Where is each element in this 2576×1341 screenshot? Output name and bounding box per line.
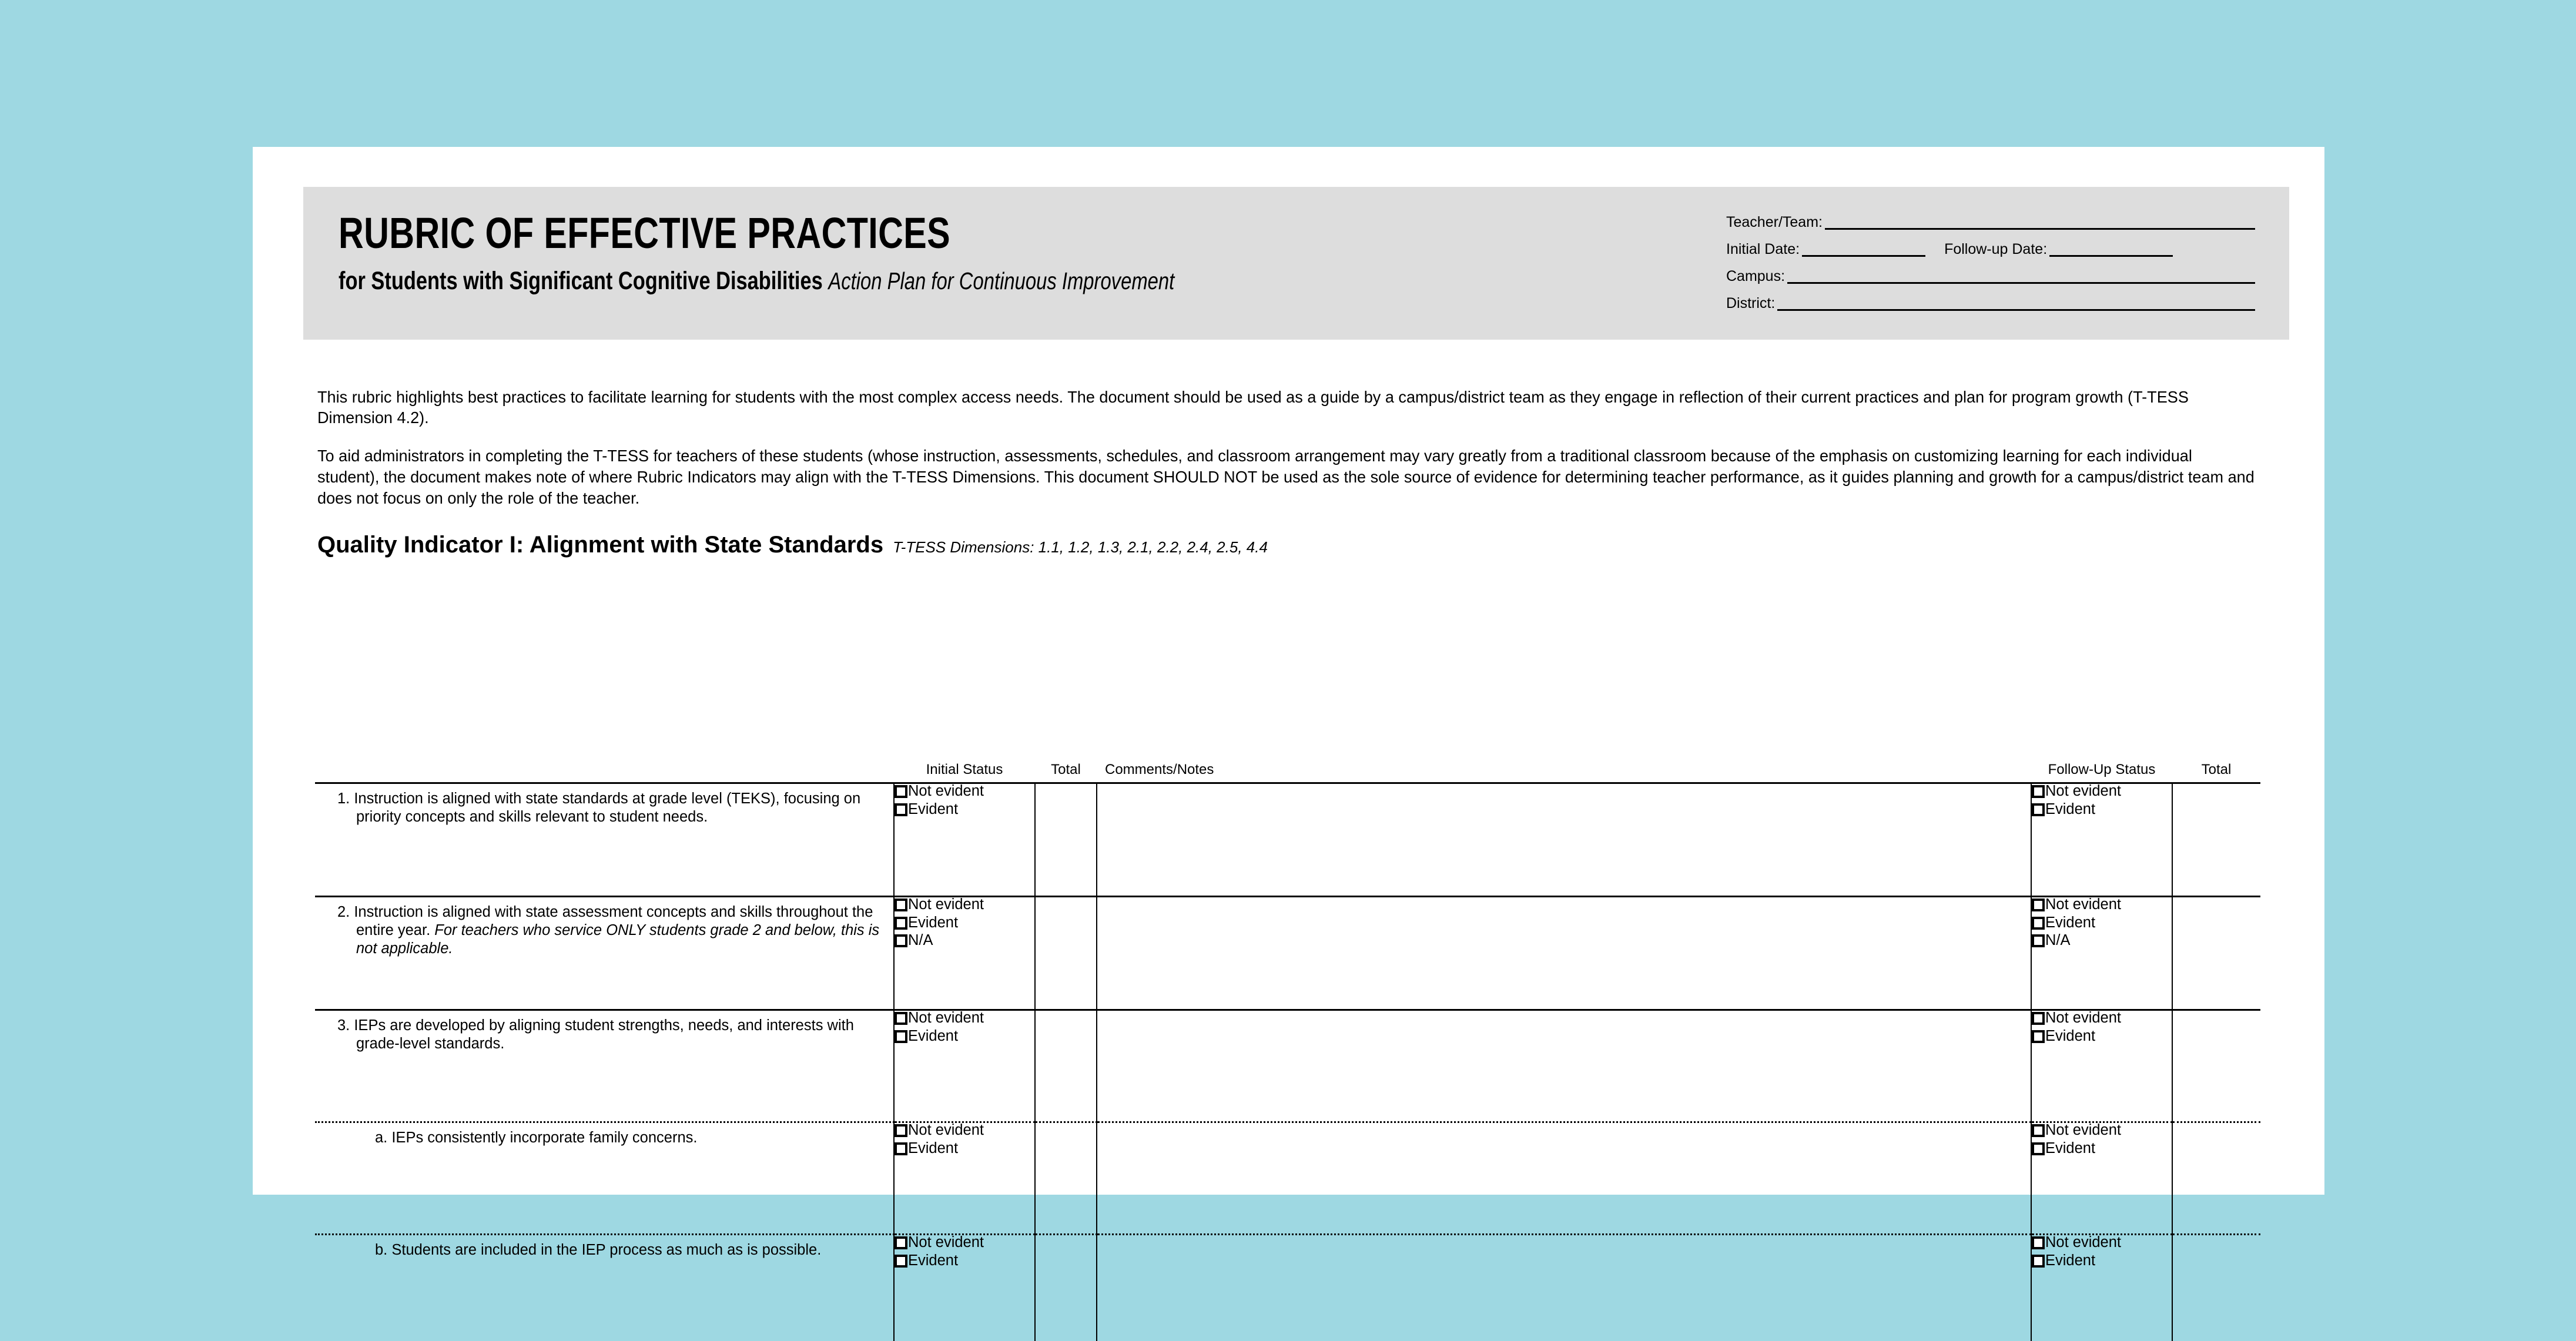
rubric-item-cell (315, 783, 894, 897)
status-option-label: Evident (907, 916, 958, 931)
rubric-item-cell (315, 1010, 894, 1122)
rubric-item-text: 2. Instruction is aligned with state assessment concepts and skills throughout the entire year. For teachers who service ONLY students grade 2 and below, this is not applicable. (319, 903, 884, 958)
status-option[interactable] (2032, 802, 2172, 817)
checkbox-icon[interactable] (895, 917, 907, 930)
status-option-label: Evident (2045, 916, 2095, 931)
initial-total-cell[interactable] (1035, 783, 1097, 897)
initial-total-cell[interactable] (1035, 1010, 1097, 1122)
teacher-team-label: Teacher/Team: (1726, 215, 1825, 230)
field-row-district (1726, 296, 2255, 311)
comments-notes-cell[interactable] (1097, 1122, 2031, 1235)
status-option[interactable] (895, 784, 1034, 799)
initial-status-cell (894, 1010, 1035, 1122)
status-option[interactable] (895, 916, 1034, 931)
initial-date-input[interactable] (1802, 242, 1925, 257)
checkbox-icon[interactable] (2032, 899, 2045, 911)
rubric-item-text: b. Students are included in the IEP process as much as is possible. (319, 1241, 884, 1259)
followup-status-cell (2031, 783, 2172, 897)
status-option[interactable] (2032, 1253, 2172, 1269)
rubric-item-cell (315, 1122, 894, 1235)
checkbox-icon[interactable] (895, 934, 907, 947)
initial-status-cell (894, 897, 1035, 1010)
table-row (315, 1235, 2260, 1341)
header-comments-notes: Comments/Notes (1097, 762, 2031, 783)
status-option-label: Evident (907, 1253, 958, 1269)
rubric-item-note: For teachers who service ONLY students grade 2 and below, this is not applicable. (356, 922, 879, 957)
followup-status-cell (2031, 897, 2172, 1010)
table-row (315, 1122, 2260, 1235)
status-option[interactable] (2032, 897, 2172, 913)
status-option-label: Not evident (2045, 1123, 2121, 1138)
checkbox-icon[interactable] (895, 1236, 907, 1249)
status-option-label: Not evident (2045, 1011, 2121, 1026)
followup-status-cell (2031, 1122, 2172, 1235)
document-body (317, 370, 2286, 558)
checkbox-icon[interactable] (895, 1012, 907, 1025)
header-initial-status: Initial Status (894, 762, 1035, 783)
document-subtitle-row (339, 267, 1396, 296)
status-option-label: Evident (2045, 1029, 2095, 1044)
rubric-header-row (315, 762, 2260, 783)
status-option-label: Not evident (2045, 784, 2121, 799)
status-option-label: Evident (2045, 1253, 2095, 1269)
status-option[interactable] (2032, 784, 2172, 799)
status-option-label: Not evident (2045, 897, 2121, 913)
status-option[interactable] (2032, 916, 2172, 931)
status-option[interactable] (895, 1123, 1034, 1138)
followup-total-cell[interactable] (2172, 897, 2260, 1010)
status-option-label: Not evident (907, 784, 984, 799)
status-option[interactable] (2032, 1123, 2172, 1138)
intro-paragraph-1: This rubric highlights best practices to facilitate learning for students with the most complex access needs. The document should be used as a guide by a campus/district team as they engage in reflection of their current practices and plan for program growth (T-TESS Dimension 4.2). (317, 387, 2257, 429)
initial-total-cell[interactable] (1035, 1122, 1097, 1235)
checkbox-icon[interactable] (895, 1030, 907, 1043)
status-option[interactable] (2032, 1011, 2172, 1026)
status-option-label: Not evident (2045, 1235, 2121, 1251)
checkbox-icon[interactable] (895, 803, 907, 816)
initial-date-label: Initial Date: (1726, 242, 1802, 257)
checkbox-icon[interactable] (2032, 785, 2045, 798)
header-followup-total: Total (2172, 762, 2260, 783)
status-option[interactable] (895, 802, 1034, 817)
status-option-label: N/A (2045, 933, 2071, 948)
field-row-teacher-team (1726, 215, 2255, 230)
initial-status-cell (894, 783, 1035, 897)
section-heading (317, 532, 2286, 558)
header-total: Total (1035, 762, 1097, 783)
checkbox-icon[interactable] (2032, 934, 2045, 947)
checkbox-icon[interactable] (2032, 1236, 2045, 1249)
rubric-item-cell (315, 1235, 894, 1341)
rubric-item-text: a. IEPs consistently incorporate family concerns. (319, 1129, 884, 1147)
comments-notes-cell[interactable] (1097, 897, 2031, 1010)
document-subtitle: for Students with Significant Cognitive Disabilities (339, 267, 823, 295)
followup-total-cell[interactable] (2172, 1122, 2260, 1235)
checkbox-icon[interactable] (895, 1124, 907, 1137)
initial-status-cell (894, 1235, 1035, 1341)
rubric-table-body (315, 783, 2260, 1341)
status-option[interactable] (895, 1235, 1034, 1251)
status-option-label: N/A (907, 933, 933, 948)
header-title-block (339, 212, 1661, 296)
checkbox-icon[interactable] (2032, 1255, 2045, 1268)
status-option-label: Evident (907, 1141, 958, 1156)
status-option[interactable] (2032, 1141, 2172, 1156)
header-item (315, 762, 894, 783)
district-input[interactable] (1777, 296, 2255, 311)
rubric-item-text: 1. Instruction is aligned with state standards at grade level (TEKS), focusing on priority concepts and skills relevant to student needs. (319, 790, 884, 826)
followup-total-cell[interactable] (2172, 1235, 2260, 1341)
followup-total-cell[interactable] (2172, 783, 2260, 897)
document-page (253, 147, 2324, 1195)
campus-label: Campus: (1726, 269, 1787, 284)
district-label: District: (1726, 296, 1777, 311)
followup-date-input[interactable] (2049, 242, 2173, 257)
rubric-table (315, 762, 2260, 1341)
document-subtitle-italic: Action Plan for Continuous Improvement (828, 267, 1174, 294)
status-option-label: Not evident (907, 897, 984, 913)
intro-paragraph-2: To aid administrators in completing the T-TESS for teachers of these students (whose instruction, assessments, schedules, and classroom arrangement may vary greatly from a traditional classroom because of the emphasis on customizing learning for each individual student), the document makes note of where Rubric Indicators may align with the T-TESS Dimensions. This document SHOULD NOT be used as the sole source of evidence for determining teacher performance, as it guides planning and growth for a campus/district team and does not focus on only the role of the teacher. (317, 445, 2257, 508)
header-form-fields (1726, 215, 2255, 323)
initial-total-cell[interactable] (1035, 1235, 1097, 1341)
initial-total-cell[interactable] (1035, 897, 1097, 1010)
followup-date-label: Follow-up Date: (1944, 242, 2049, 257)
checkbox-icon[interactable] (2032, 1030, 2045, 1043)
status-option-label: Not evident (907, 1123, 984, 1138)
checkbox-icon[interactable] (895, 785, 907, 798)
field-row-campus (1726, 269, 2255, 284)
checkbox-icon[interactable] (2032, 1142, 2045, 1155)
comments-notes-cell[interactable] (1097, 1235, 2031, 1341)
status-option[interactable] (2032, 1235, 2172, 1251)
status-option[interactable] (895, 933, 1034, 948)
status-option-label: Evident (2045, 802, 2095, 817)
table-row (315, 897, 2260, 1010)
rubric-table-head (315, 762, 2260, 783)
comments-notes-cell[interactable] (1097, 1010, 2031, 1122)
table-row (315, 1010, 2260, 1122)
status-option[interactable] (2032, 933, 2172, 948)
checkbox-icon[interactable] (2032, 1124, 2045, 1137)
teacher-team-input[interactable] (1825, 215, 2255, 230)
comments-notes-cell[interactable] (1097, 783, 2031, 897)
followup-total-cell[interactable] (2172, 1010, 2260, 1122)
followup-status-cell (2031, 1010, 2172, 1122)
table-row (315, 783, 2260, 897)
field-row-dates (1726, 242, 2255, 257)
section-dimensions: T-TESS Dimensions: 1.1, 1.2, 1.3, 2.1, 2.2, 2.4, 2.5, 4.4 (893, 538, 1268, 556)
status-option-label: Evident (907, 1029, 958, 1044)
status-option[interactable] (895, 1253, 1034, 1269)
checkbox-icon[interactable] (2032, 803, 2045, 816)
status-option[interactable] (2032, 1029, 2172, 1044)
header-followup-status: Follow-Up Status (2031, 762, 2172, 783)
document-header-band (303, 187, 2289, 340)
status-option-label: Evident (2045, 1141, 2095, 1156)
checkbox-icon[interactable] (895, 1142, 907, 1155)
initial-status-cell (894, 1122, 1035, 1235)
checkbox-icon[interactable] (895, 1255, 907, 1268)
rubric-item-text: 3. IEPs are developed by aligning student strengths, needs, and interests with grade-level standards. (319, 1017, 884, 1053)
status-option[interactable] (895, 897, 1034, 913)
status-option[interactable] (895, 1029, 1034, 1044)
rubric-item-cell (315, 897, 894, 1010)
status-option[interactable] (895, 1011, 1034, 1026)
followup-status-cell (2031, 1235, 2172, 1341)
checkbox-icon[interactable] (2032, 917, 2045, 930)
checkbox-icon[interactable] (2032, 1012, 2045, 1025)
status-option-label: Not evident (907, 1011, 984, 1026)
section-title: Quality Indicator I: Alignment with State Standards (317, 532, 883, 558)
status-option-label: Evident (907, 802, 958, 817)
checkbox-icon[interactable] (895, 899, 907, 911)
status-option[interactable] (895, 1141, 1034, 1156)
document-title: RUBRIC OF EFFECTIVE PRACTICES (339, 212, 1396, 255)
campus-input[interactable] (1787, 269, 2255, 284)
status-option-label: Not evident (907, 1235, 984, 1251)
